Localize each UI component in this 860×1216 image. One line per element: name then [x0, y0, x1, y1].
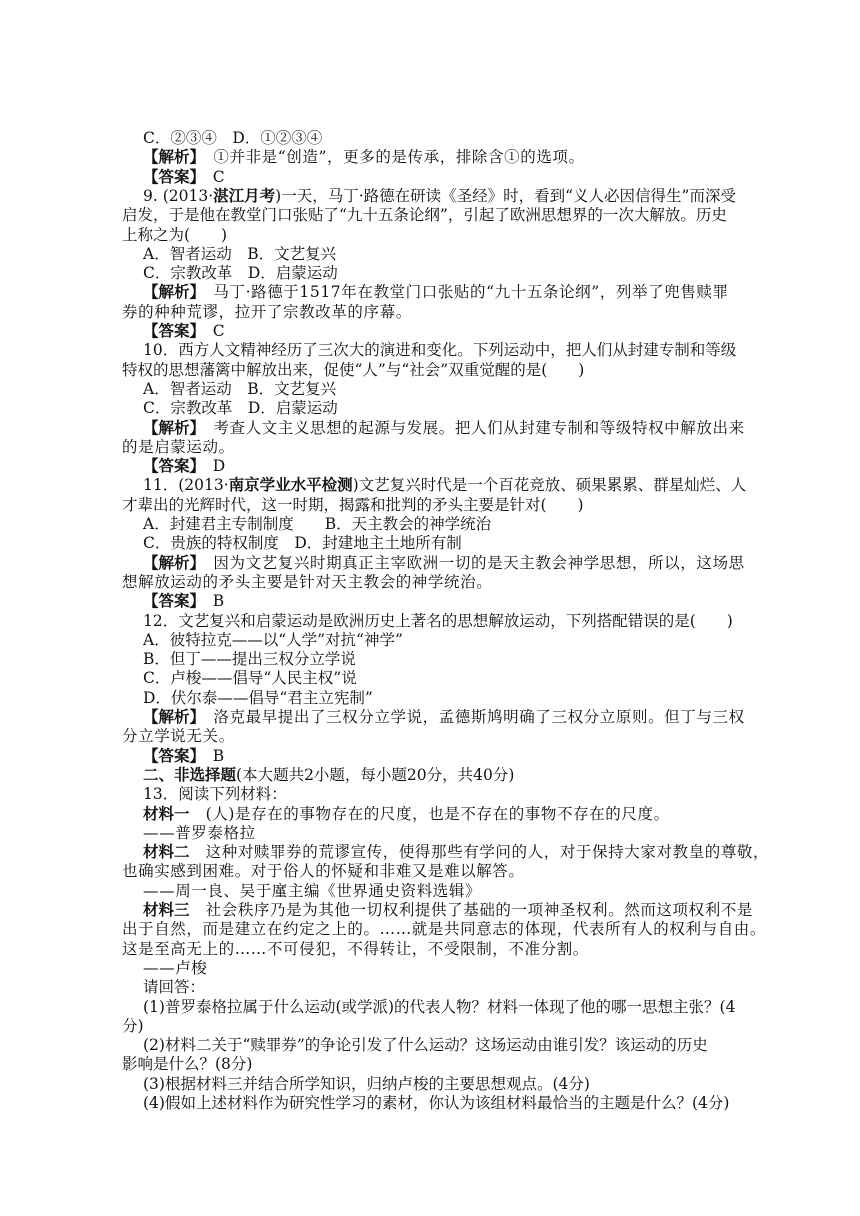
- line-text: ——普罗泰格拉: [143, 823, 256, 842]
- text-line: [143, 263, 338, 283]
- line-text: A．封建君主专制制度 B．天主教会的神学统治: [143, 515, 492, 533]
- text-line: [122, 225, 227, 245]
- line-text: 因为文艺复兴时期真正主宰欧洲一切的是天主教会神学思想，所以，这场思: [197, 553, 745, 572]
- line-text: 券的种种荒谬，拉开了宗教改革的序幕。: [122, 302, 412, 321]
- bold-label: 湛江月考: [213, 185, 276, 205]
- line-text: 分): [122, 1016, 144, 1035]
- line-text: ——周一良、吴于廑主编《世界通史资料选辑》: [143, 881, 482, 900]
- text-line: [122, 572, 492, 592]
- text-line: [143, 321, 225, 341]
- text-line: [143, 977, 205, 997]
- line-text: B: [197, 592, 225, 611]
- text-line: [122, 437, 235, 457]
- text-line: [143, 1093, 729, 1113]
- line-text: (2)材料二关于“赎罪券”的争论引发了什么运动？这场运动由谁引发？该运动的历史: [143, 1036, 708, 1055]
- text-line: [143, 591, 224, 611]
- line-text: C．卢梭——倡导“人民主权”说: [143, 669, 357, 688]
- text-line: [143, 340, 736, 360]
- line-text: 马丁·路德于1517年在教堂门口张贴的“九十五条论纲”，列举了兜售赎罪: [197, 283, 729, 302]
- bold-label: 【解析】: [143, 282, 198, 302]
- text-line: [143, 668, 357, 688]
- line-text: D: [197, 457, 226, 476]
- text-line: [122, 495, 584, 515]
- text-line: [143, 186, 736, 206]
- line-text: 13．阅读下列材料：: [143, 785, 287, 804]
- text-line: [143, 456, 225, 476]
- bold-label: 【答案】: [143, 166, 198, 186]
- bold-label: 二、非选择题: [143, 764, 237, 784]
- line-text: 启发，于是他在教堂门口张贴了“九十五条论纲”，引起了欧洲思想界的一次大解放。历史: [122, 206, 727, 225]
- line-text: A．智者运动 B．文艺复兴: [143, 379, 337, 398]
- line-text: 12．文艺复兴和启蒙运动是欧洲历史上著名的思想解放运动，下列搭配错误的是( ): [143, 611, 733, 630]
- bold-label: 【答案】: [143, 745, 198, 765]
- line-text: A．智者运动 B．文艺复兴: [143, 244, 337, 263]
- text-line: [143, 611, 733, 631]
- line-text: (1)普罗泰格拉属于什么运动(或学派)的代表人物？材料一体现了他的哪一思想主张？(4: [143, 997, 736, 1016]
- text-line: [143, 147, 585, 167]
- text-line: [143, 514, 491, 534]
- text-line: [122, 726, 235, 746]
- bold-label: 【答案】: [143, 321, 198, 340]
- line-text: B．但丁——提出三权分立学说: [143, 650, 356, 669]
- line-text: 社会秩序乃是为其他一切权利提供了基础的一项神圣权利。然而这项权利不是: [189, 901, 754, 919]
- text-line: [143, 475, 746, 495]
- text-line: [122, 919, 766, 939]
- line-text: C: [197, 322, 225, 340]
- text-line: [143, 1035, 708, 1055]
- bold-label: 【解析】: [143, 552, 198, 572]
- line-text: C: [197, 167, 225, 186]
- line-text: C．宗教改革 D．启蒙运动: [143, 399, 338, 418]
- line-text: C．宗教改革 D．启蒙运动: [143, 264, 338, 283]
- bold-label: 【答案】: [143, 591, 198, 611]
- text-line: [143, 688, 373, 708]
- text-line: [143, 804, 670, 824]
- text-line: [143, 997, 735, 1017]
- text-line: [143, 167, 225, 187]
- text-line: [143, 533, 462, 553]
- text-line: [143, 418, 745, 438]
- line-text: ——卢梭: [143, 958, 208, 977]
- line-text: 影响是什么？(8分): [122, 1055, 253, 1074]
- text-line: [143, 784, 287, 804]
- text-line: [143, 746, 224, 766]
- line-text: 11．(2013·: [143, 476, 229, 495]
- bold-label: 【答案】: [143, 456, 198, 476]
- text-line: [143, 630, 403, 650]
- text-line: [143, 958, 207, 978]
- line-text: (本大题共2小题，每小题20分，共40分): [236, 765, 515, 784]
- line-text: 这是至高无上的……不可侵犯，不得转让，不受限制，不准分割。: [122, 939, 589, 958]
- text-line: [143, 282, 729, 302]
- text-line: [143, 379, 336, 399]
- text-line: [143, 765, 514, 785]
- line-text: (3)根据材料三并结合所学知识，归纳卢梭的主要思想观点。(4分): [143, 1074, 590, 1093]
- line-text: C．贵族的特权制度 D．封建地主土地所有制: [143, 534, 462, 553]
- bold-label: 材料二: [143, 842, 190, 862]
- line-text: 10．西方人文精神经历了三次大的演进和变化。下列运动中，把人们从封建专制和等级: [143, 341, 737, 360]
- line-text: 也确实感到困难。对于俗人的怀疑和非难又是难以解答。: [122, 862, 525, 881]
- line-text: 特权的思想藩篱中解放出来，促使“人”与“社会”双重觉醒的是( ): [122, 360, 585, 379]
- line-text: 出于自然，而是建立在约定之上的。……就是共同意志的体现，代表所有人的权利与自由。: [122, 920, 767, 939]
- line-text: (人)是存在的事物存在的尺度，也是不存在的事物不存在的尺度。: [189, 804, 670, 823]
- bold-label: 材料一: [143, 803, 190, 823]
- line-text: C．②③④ D．①②③④: [143, 129, 323, 147]
- text-line: [122, 1016, 144, 1036]
- text-line: [143, 553, 745, 573]
- text-line: [143, 128, 322, 148]
- text-line: [143, 881, 481, 901]
- line-text: 上称之为( ): [122, 225, 228, 244]
- text-line: [122, 939, 589, 959]
- bold-label: 【解析】: [143, 707, 198, 726]
- line-text: 9. (2013·: [143, 186, 214, 205]
- bold-label: 【解析】: [143, 417, 198, 437]
- line-text: B: [197, 746, 225, 765]
- line-text: 这种对赎罪券的荒谬宣传，使得那些有学问的人，对于保持大家对教皇的尊敬，: [189, 843, 770, 862]
- bold-label: 材料三: [143, 900, 190, 919]
- text-line: [143, 842, 769, 862]
- text-line: [143, 823, 256, 843]
- line-text: 才辈出的光辉时代，这一时期，揭露和批判的矛头主要是针对( ): [122, 495, 584, 514]
- line-text: A．彼特拉克——以“人学”对抗“神学”: [143, 630, 403, 649]
- text-line: [143, 649, 356, 669]
- line-text: 想解放运动的矛头主要是针对天主教会的神学统治。: [122, 572, 493, 591]
- text-line: [122, 1054, 252, 1074]
- line-text: 考查人文主义思想的起源与发展。把人们从封建专制和等级特权中解放出来: [197, 418, 745, 437]
- text-line: [122, 205, 727, 225]
- text-line: [143, 398, 338, 418]
- line-text: 洛克最早提出了三权分立学说，孟德斯鸠明确了三权分立原则。但丁与三权: [197, 708, 745, 726]
- text-line: [122, 360, 584, 380]
- text-line: [143, 900, 753, 920]
- text-line: [143, 707, 745, 727]
- text-line: [122, 302, 412, 322]
- bold-label: 南京学业水平检测: [228, 475, 353, 495]
- text-line: [143, 244, 336, 264]
- line-text: 的是启蒙运动。: [122, 437, 235, 456]
- line-text: 分立学说无关。: [122, 727, 235, 746]
- line-text: ①并非是“创造”，更多的是传承，排除含①的选项。: [197, 148, 585, 167]
- bold-label: 【解析】: [143, 147, 198, 167]
- text-line: [122, 861, 525, 881]
- line-text: )文艺复兴时代是一个百花竞放、硕果累累、群星灿烂、人: [352, 476, 747, 495]
- line-text: (4)假如上述材料作为研究性学习的素材，你认为该组材料最恰当的主题是什么？(4分): [143, 1094, 730, 1112]
- line-text: 请回答：: [143, 978, 206, 997]
- line-text: )一天，马丁·路德在研读《圣经》时，看到“义人必因信得生”而深受: [275, 186, 736, 205]
- line-text: D．伏尔泰——倡导“君主立宪制”: [143, 688, 373, 707]
- text-line: [143, 1074, 590, 1094]
